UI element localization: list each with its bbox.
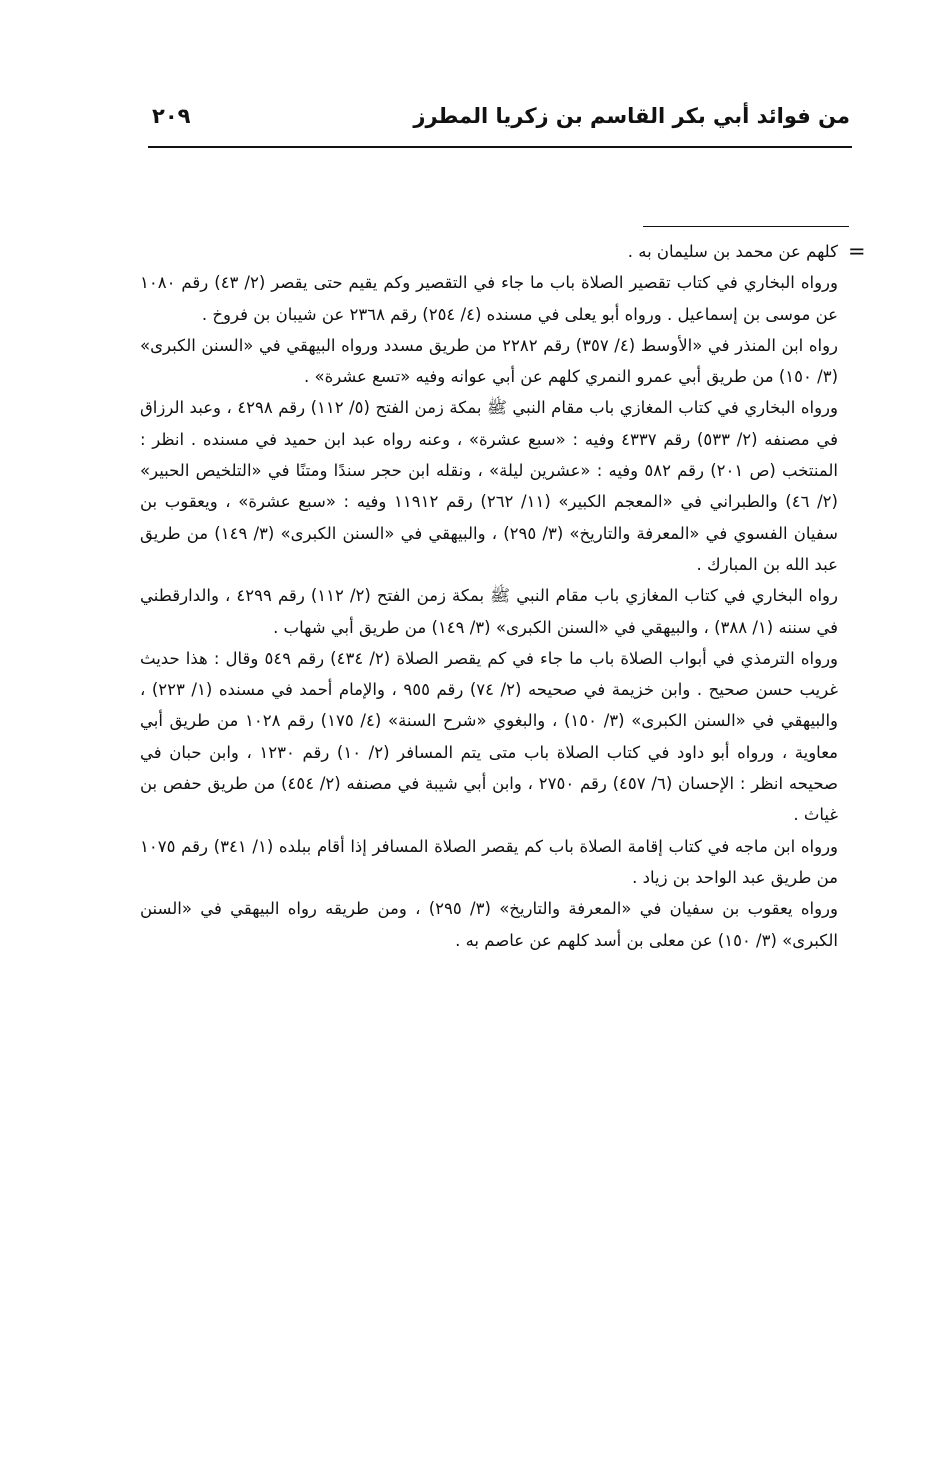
footnote-continuation-mark: = — [848, 239, 866, 263]
footnote-paragraph: ورواه البخاري في كتاب المغازي باب مقام النبي ﷺ بمكة زمن الفتح (٥/ ١١٢) رقم ٤٢٩٨ ، وعبد الرزاق في مصنفه (٢/ ٥٣٣) رقم ٤٣٣٧ وفيه : «سبع عشرة» ، وعنه رواه عبد ابن حميد في مسنده . انظر : المنتخب (ص ٢٠١) رقم ٥٨٢ وفيه : «عشرين ليلة» ، ونقله ابن حجر سندًا ومتنًا في «التلخيص الحبير» (٢/ ٤٦) والطبراني في «المعجم الكبير» (١١/ ٢٦٢) رقم ١١٩١٢ وفيه : «سبع عشرة» ، ويعقوب بن سفيان الفسوي في «المعرفة والتاريخ» (٣/ ٢٩٥) ، والبيهقي في «السنن الكبرى» (٣/ ١٤٩) من طريق عبد الله بن المبارك . — [140, 398, 839, 574]
header-rule — [148, 146, 852, 148]
page-header — [148, 100, 850, 142]
footnote-separator — [643, 226, 849, 227]
footnote-paragraph: ورواه يعقوب بن سفيان في «المعرفة والتاريخ» (٣/ ٢٩٥) ، ومن طريقه رواه البيهقي في «السنن الكبرى» (٣/ ١٥٠) عن معلى بن أسد كلهم عن عاصم به . — [140, 899, 838, 950]
footnote-paragraph: كلهم عن محمد بن سليمان به . — [627, 242, 838, 261]
footnote-paragraph: رواه البخاري في كتاب المغازي باب مقام النبي ﷺ بمكة زمن الفتح (٢/ ١١٢) رقم ٤٢٩٩ ، والدارقطني في سننه (١/ ٣٨٨) ، والبيهقي في «السنن الكبرى» (٣/ ١٤٩) من طريق أبي شهاب . — [140, 586, 838, 637]
footnotes-body — [140, 236, 838, 956]
footnote-paragraph: رواه ابن المنذر في «الأوسط (٤/ ٣٥٧) رقم ٢٢٨٢ من طريق مسدد ورواه البيهقي في «السنن الكبرى» (٣/ ١٥٠) من طريق أبي عمرو النمري كلهم عن أبي عوانه وفيه «تسع عشرة» . — [140, 335, 839, 387]
footnote-paragraph: ورواه ابن ماجه في كتاب إقامة الصلاة باب كم يقصر الصلاة المسافر إذا أقام ببلده (١/ ٣٤١) رقم ١٠٧٥ من طريق عبد الواحد بن زياد . — [140, 836, 839, 887]
running-title: من فوائد أبي بكر القاسم بن زكريا المطرز — [413, 104, 850, 128]
footnote-paragraph: ورواه الترمذي في أبواب الصلاة باب ما جاء في كم يقصر الصلاة (٢/ ٤٣٤) رقم ٥٤٩ وقال : هذا حديث غريب حسن صحيح . وابن خزيمة في صحيحه (٢/ ٧٤) رقم ٩٥٥ ، والإمام أحمد في مسنده (١/ ٢٢٣) ، والبيهقي في «السنن الكبرى» (٣/ ١٥٠) ، والبغوي «شرح السنة» (٤/ ١٧٥) رقم ١٠٢٨ من طريق أبي معاوية ، ورواه أبو داود في كتاب الصلاة باب متى يتم المسافر (٢/ ١٠) رقم ١٢٣٠ ، وابن حبان في صحيحه انظر : الإحسان (٦/ ٤٥٧) رقم ٢٧٥٠ ، وابن أبي شيبة في مصنفه (٢/ ٤٥٤) من طريق حفص بن غياث . — [140, 648, 839, 825]
page-number: ٢٠٩ — [152, 104, 191, 128]
footnote-paragraph: ورواه البخاري في كتاب تقصير الصلاة باب ما جاء في التقصير وكم يقيم حتى يقصر (٢/ ٤٣) رقم ١٠٨٠ عن موسى بن إسماعيل . ورواه أبو يعلى في مسنده (٤/ ٢٥٤) رقم ٢٣٦٨ عن شيبان بن فروخ . — [140, 273, 838, 324]
